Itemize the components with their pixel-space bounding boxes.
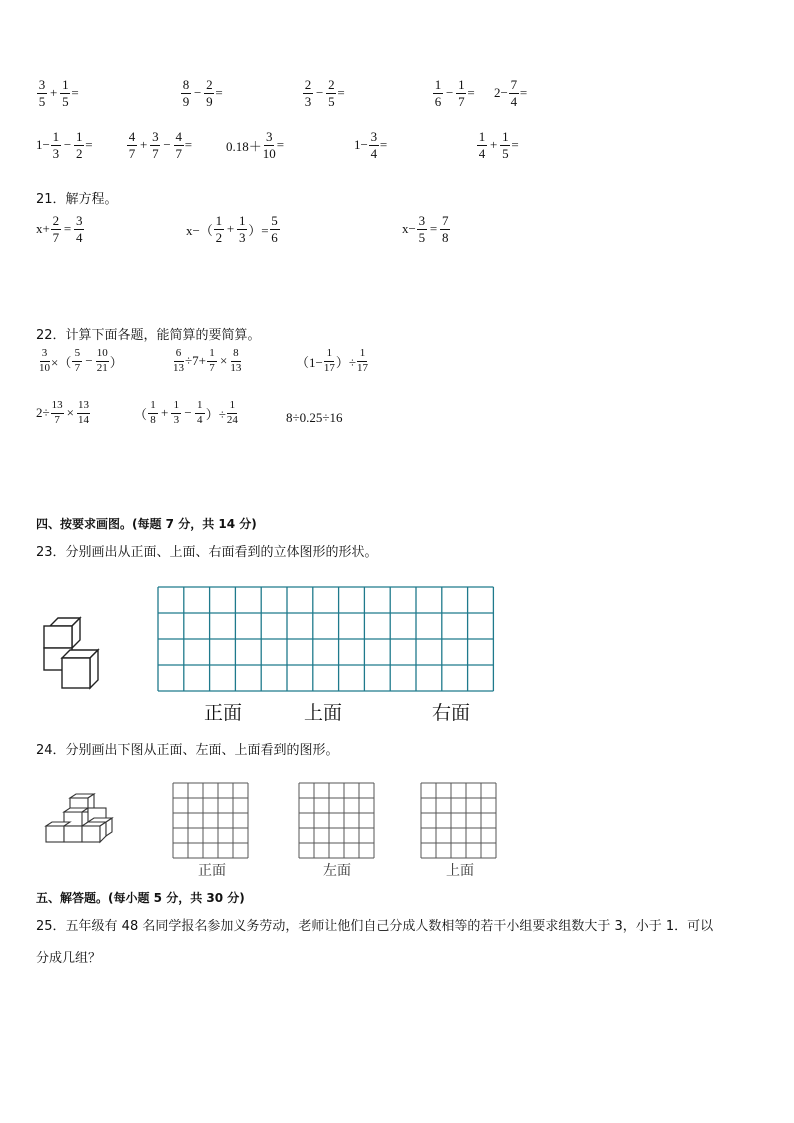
q24-solid-figure [40, 790, 124, 856]
q24-label-top: 上面 [446, 863, 474, 879]
q22-expr-4: 2÷ $\frac{13}{7}$ × $\frac{13}{14}$ [36, 399, 89, 426]
q24-label-left: 左面 [323, 863, 351, 879]
row2-expr-3: 0.18＋ $\frac{3}{10}$ = [226, 129, 285, 161]
row2-expr-2: $\frac{4}{7}$ + $\frac{3}{7}$ − $\frac{4}{7}$ = [128, 129, 193, 161]
q24-grid-left [298, 782, 378, 862]
q23-label-right: 右面 [432, 702, 471, 724]
row1-expr-4: $\frac{1}{6}$ − $\frac{1}{7}$ = [434, 77, 475, 109]
q22-expr-5: （ $\frac{1}{8}$ + $\frac{1}{3}$ − $\frac{1}{4}$ ）÷ $\frac{1}{24}$ [134, 399, 238, 426]
row1-expr-1: $\frac{3}{5}$ + $\frac{1}{5}$ = [38, 77, 79, 109]
q24-grid-front [172, 782, 252, 862]
row2-expr-5: $\frac{1}{4}$ + $\frac{1}{5}$ = [478, 129, 519, 161]
q22-expr-3: （1− $\frac{1}{17}$ ）÷ $\frac{1}{17}$ [296, 347, 368, 374]
section-4-title: 四、按要求画图。(每题 7 分，共 14 分) [36, 517, 257, 531]
q21-equation-1: x+ $\frac{2}{7}$ = $\frac{3}{4}$ [36, 213, 83, 245]
q23-solid-figure [40, 616, 110, 692]
q23-label-front: 正面 [204, 702, 243, 724]
q22-expr-6: 8÷0.25÷16 [286, 410, 343, 425]
q24-label-front: 正面 [198, 863, 226, 879]
q23-title: 23．分别画出从正面、上面、右面看到的立体图形的形状。 [36, 545, 378, 560]
q21-title: 21．解方程。 [36, 192, 118, 207]
q22-title: 22．计算下面各题，能简算的要简算。 [36, 328, 261, 343]
q22-expr-2: $\frac{6}{13}$ ÷7+ $\frac{1}{7}$ × $\frac{8}{13}$ [173, 347, 242, 374]
fraction: $\frac{1}{5}$ [62, 77, 69, 109]
fraction: $\frac{3}{5}$ [38, 77, 46, 109]
q24-grid-top [420, 782, 500, 862]
q23-drawing-grid [157, 586, 497, 694]
q21-equation-2: x−（ $\frac{1}{2}$ + $\frac{1}{3}$ ）= $\frac{5}{6}$ [186, 213, 278, 245]
row2-expr-4: 1− $\frac{3}{4}$ = [354, 129, 388, 161]
section-5-title: 五、解答题。(每小题 5 分，共 30 分) [36, 891, 245, 905]
q22-expr-1: $\frac{3}{10}$ ×（ $\frac{5}{7}$ − $\frac{10}{21}$ ） [39, 347, 123, 374]
q24-title: 24．分别画出下图从正面、左面、上面看到的图形。 [36, 743, 339, 758]
row2-expr-1: 1− $\frac{1}{3}$ − $\frac{1}{2}$ = [36, 129, 93, 161]
row1-expr-2: $\frac{8}{9}$ − $\frac{2}{9}$ = [182, 77, 223, 109]
q25-line-2: 分成几组？ [36, 951, 102, 966]
q25-line-1: 25．五年级有 48 名同学报名参加义务劳动，老师让他们自己分成人数相等的若干小组要求组数大于 3，小于 1．可以 [36, 919, 714, 934]
row1-expr-5: 2− $\frac{7}{4}$ = [494, 77, 528, 109]
row1-expr-3: $\frac{2}{3}$ − $\frac{2}{5}$ = [304, 77, 345, 109]
q23-label-top: 上面 [304, 702, 343, 724]
q21-equation-3: x− $\frac{3}{5}$ = $\frac{7}{8}$ [402, 213, 449, 245]
